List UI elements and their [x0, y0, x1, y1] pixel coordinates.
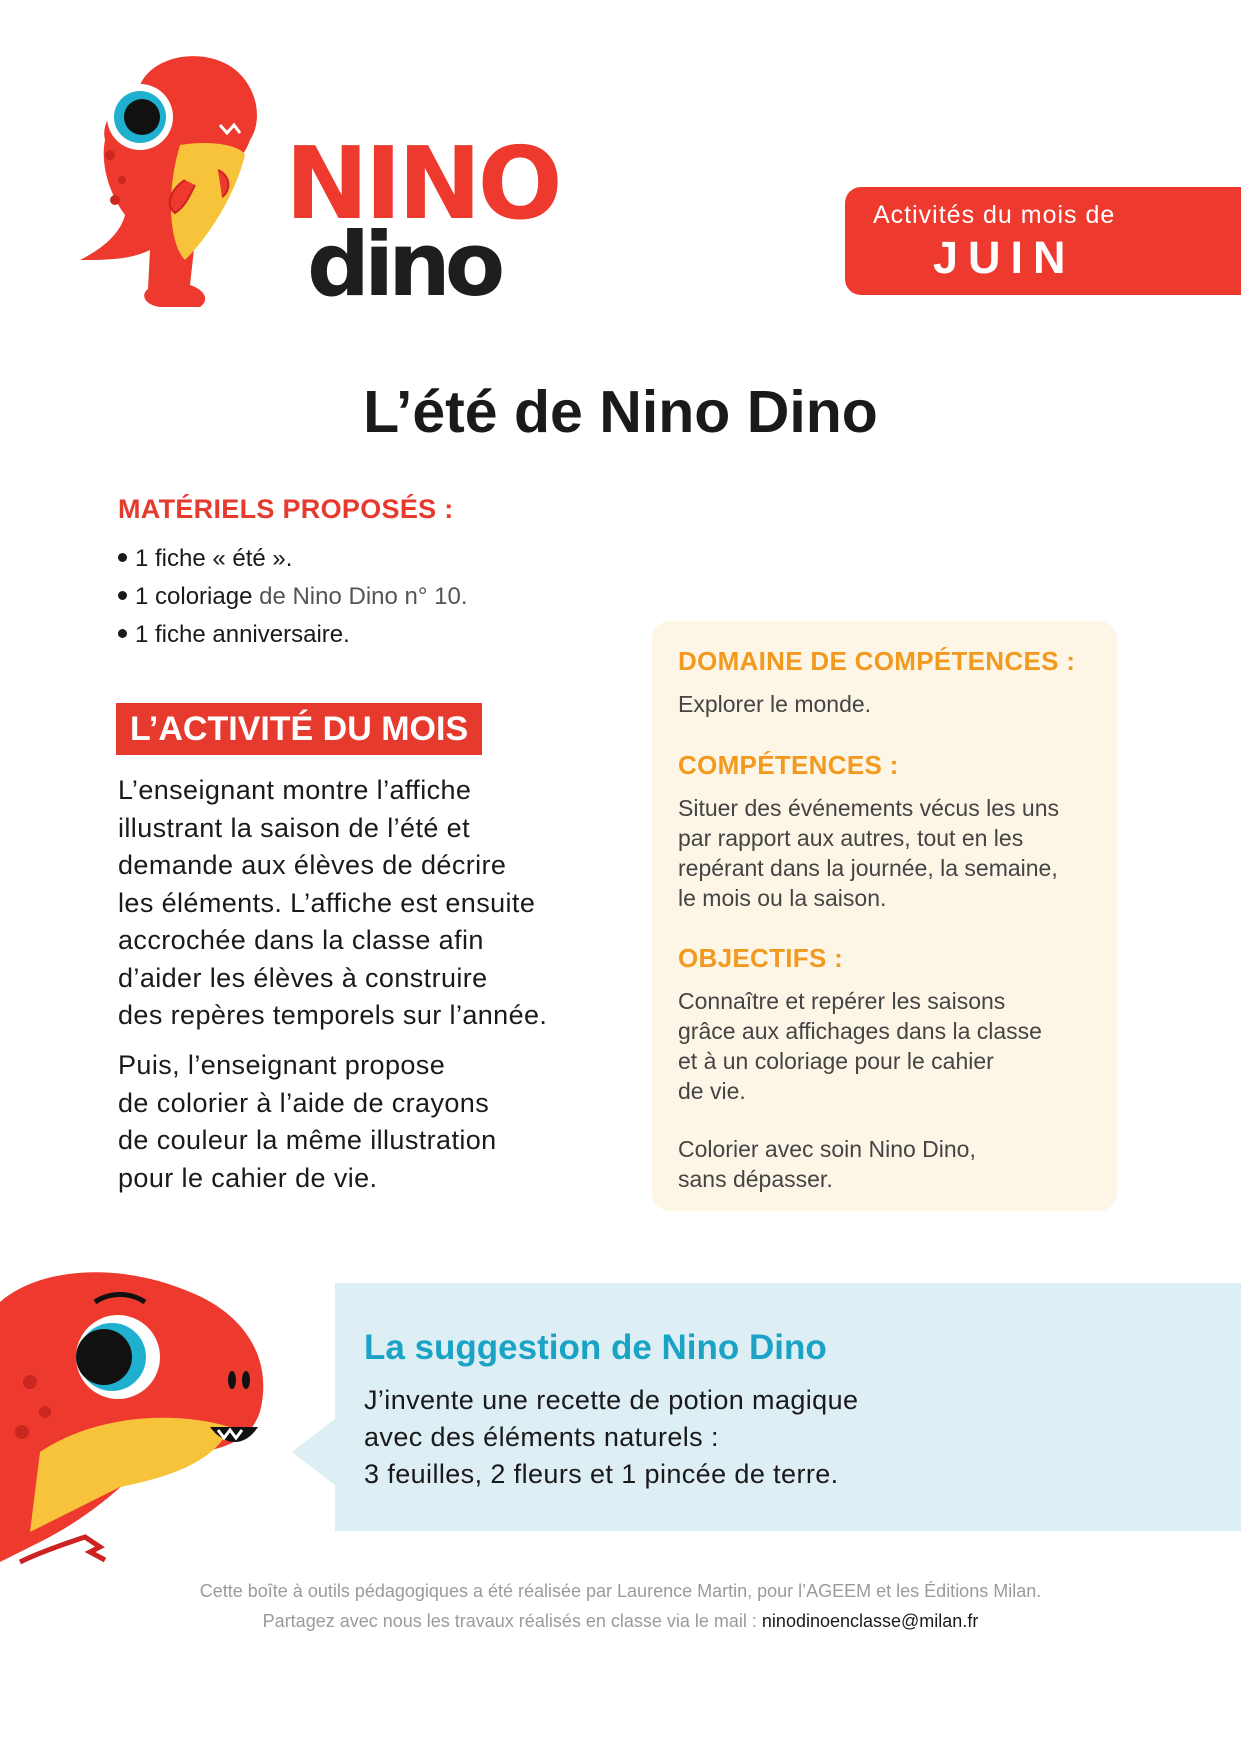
footer-contact: Partagez avec nous les travaux réalisés en classe via le mail : ninodinoenclasse@milan.fr	[262, 1611, 979, 1631]
domain-heading: DOMAINE DE COMPÉTENCES :	[678, 646, 1076, 676]
footer-credits: Cette boîte à outils pédagogiques a été réalisée par Laurence Martin, pour l’AGEEM et les Éditions Milan.	[199, 1581, 1042, 1601]
suggestion-title: La suggestion de Nino Dino	[364, 1328, 827, 1367]
dino-peeking-illustration	[0, 1262, 300, 1572]
domain-text: Explorer le monde.	[678, 691, 872, 717]
nino-dino-logo	[285, 130, 575, 310]
footer	[0, 1576, 1241, 1636]
bullet-icon	[118, 629, 127, 638]
svg-text:dino: dino	[307, 213, 500, 310]
list-item: 1 fiche « été ».	[118, 540, 467, 578]
activity-badge: L’ACTIVITÉ DU MOIS	[116, 703, 482, 755]
month-badge-month: JUIN	[933, 232, 1076, 283]
objectives-text-2: Colorier avec soin Nino Dino, sans dépasser.	[678, 1136, 976, 1192]
bullet-icon	[118, 553, 127, 562]
month-badge-label: Activités du mois de	[873, 201, 1116, 229]
page-title: L’été de Nino Dino	[363, 379, 878, 445]
month-badge	[845, 187, 1241, 295]
suggestion-text: J’invente une recette de potion magique avec des éléments naturels : 3 feuilles, 2 fleurs et 1 pincée de terre.	[364, 1385, 859, 1489]
materials-list	[118, 540, 467, 654]
list-item: 1 fiche anniversaire.	[118, 616, 467, 654]
skills-text: Situer des événements vécus les uns par rapport aux autres, tout en les repérant dans la journée, la semaine, le mois ou la saison.	[678, 795, 1059, 911]
objectives-text-1: Connaître et repérer les saisons grâce aux affichages dans la classe et à un coloriage pour le cahier de vie.	[678, 988, 1042, 1104]
materials-heading: MATÉRIELS PROPOSÉS :	[118, 494, 454, 524]
competences-panel	[652, 621, 1117, 1211]
activity-paragraph-1: L’enseignant montre l’affiche illustrant la saison de l’été et demande aux élèves de décrire les éléments. L’affiche est ensuite accrochée dans la classe afin d’aider les élèves à construire des repères temporels sur l’année.	[118, 775, 548, 1030]
email-link[interactable]: ninodinoenclasse@milan.fr	[761, 1611, 979, 1631]
skills-heading: COMPÉTENCES :	[678, 750, 899, 780]
list-item: 1 coloriage de Nino Dino n° 10.	[118, 578, 467, 616]
objectives-heading: OBJECTIFS :	[678, 943, 844, 973]
dino-mascot-illustration	[70, 45, 270, 315]
bullet-icon	[118, 591, 127, 600]
svg-text:NINO: NINO	[285, 130, 559, 242]
activity-paragraph-2: Puis, l’enseignant propose de colorier à l’aide de crayons de couleur la même illustration pour le cahier de vie.	[118, 1050, 497, 1193]
